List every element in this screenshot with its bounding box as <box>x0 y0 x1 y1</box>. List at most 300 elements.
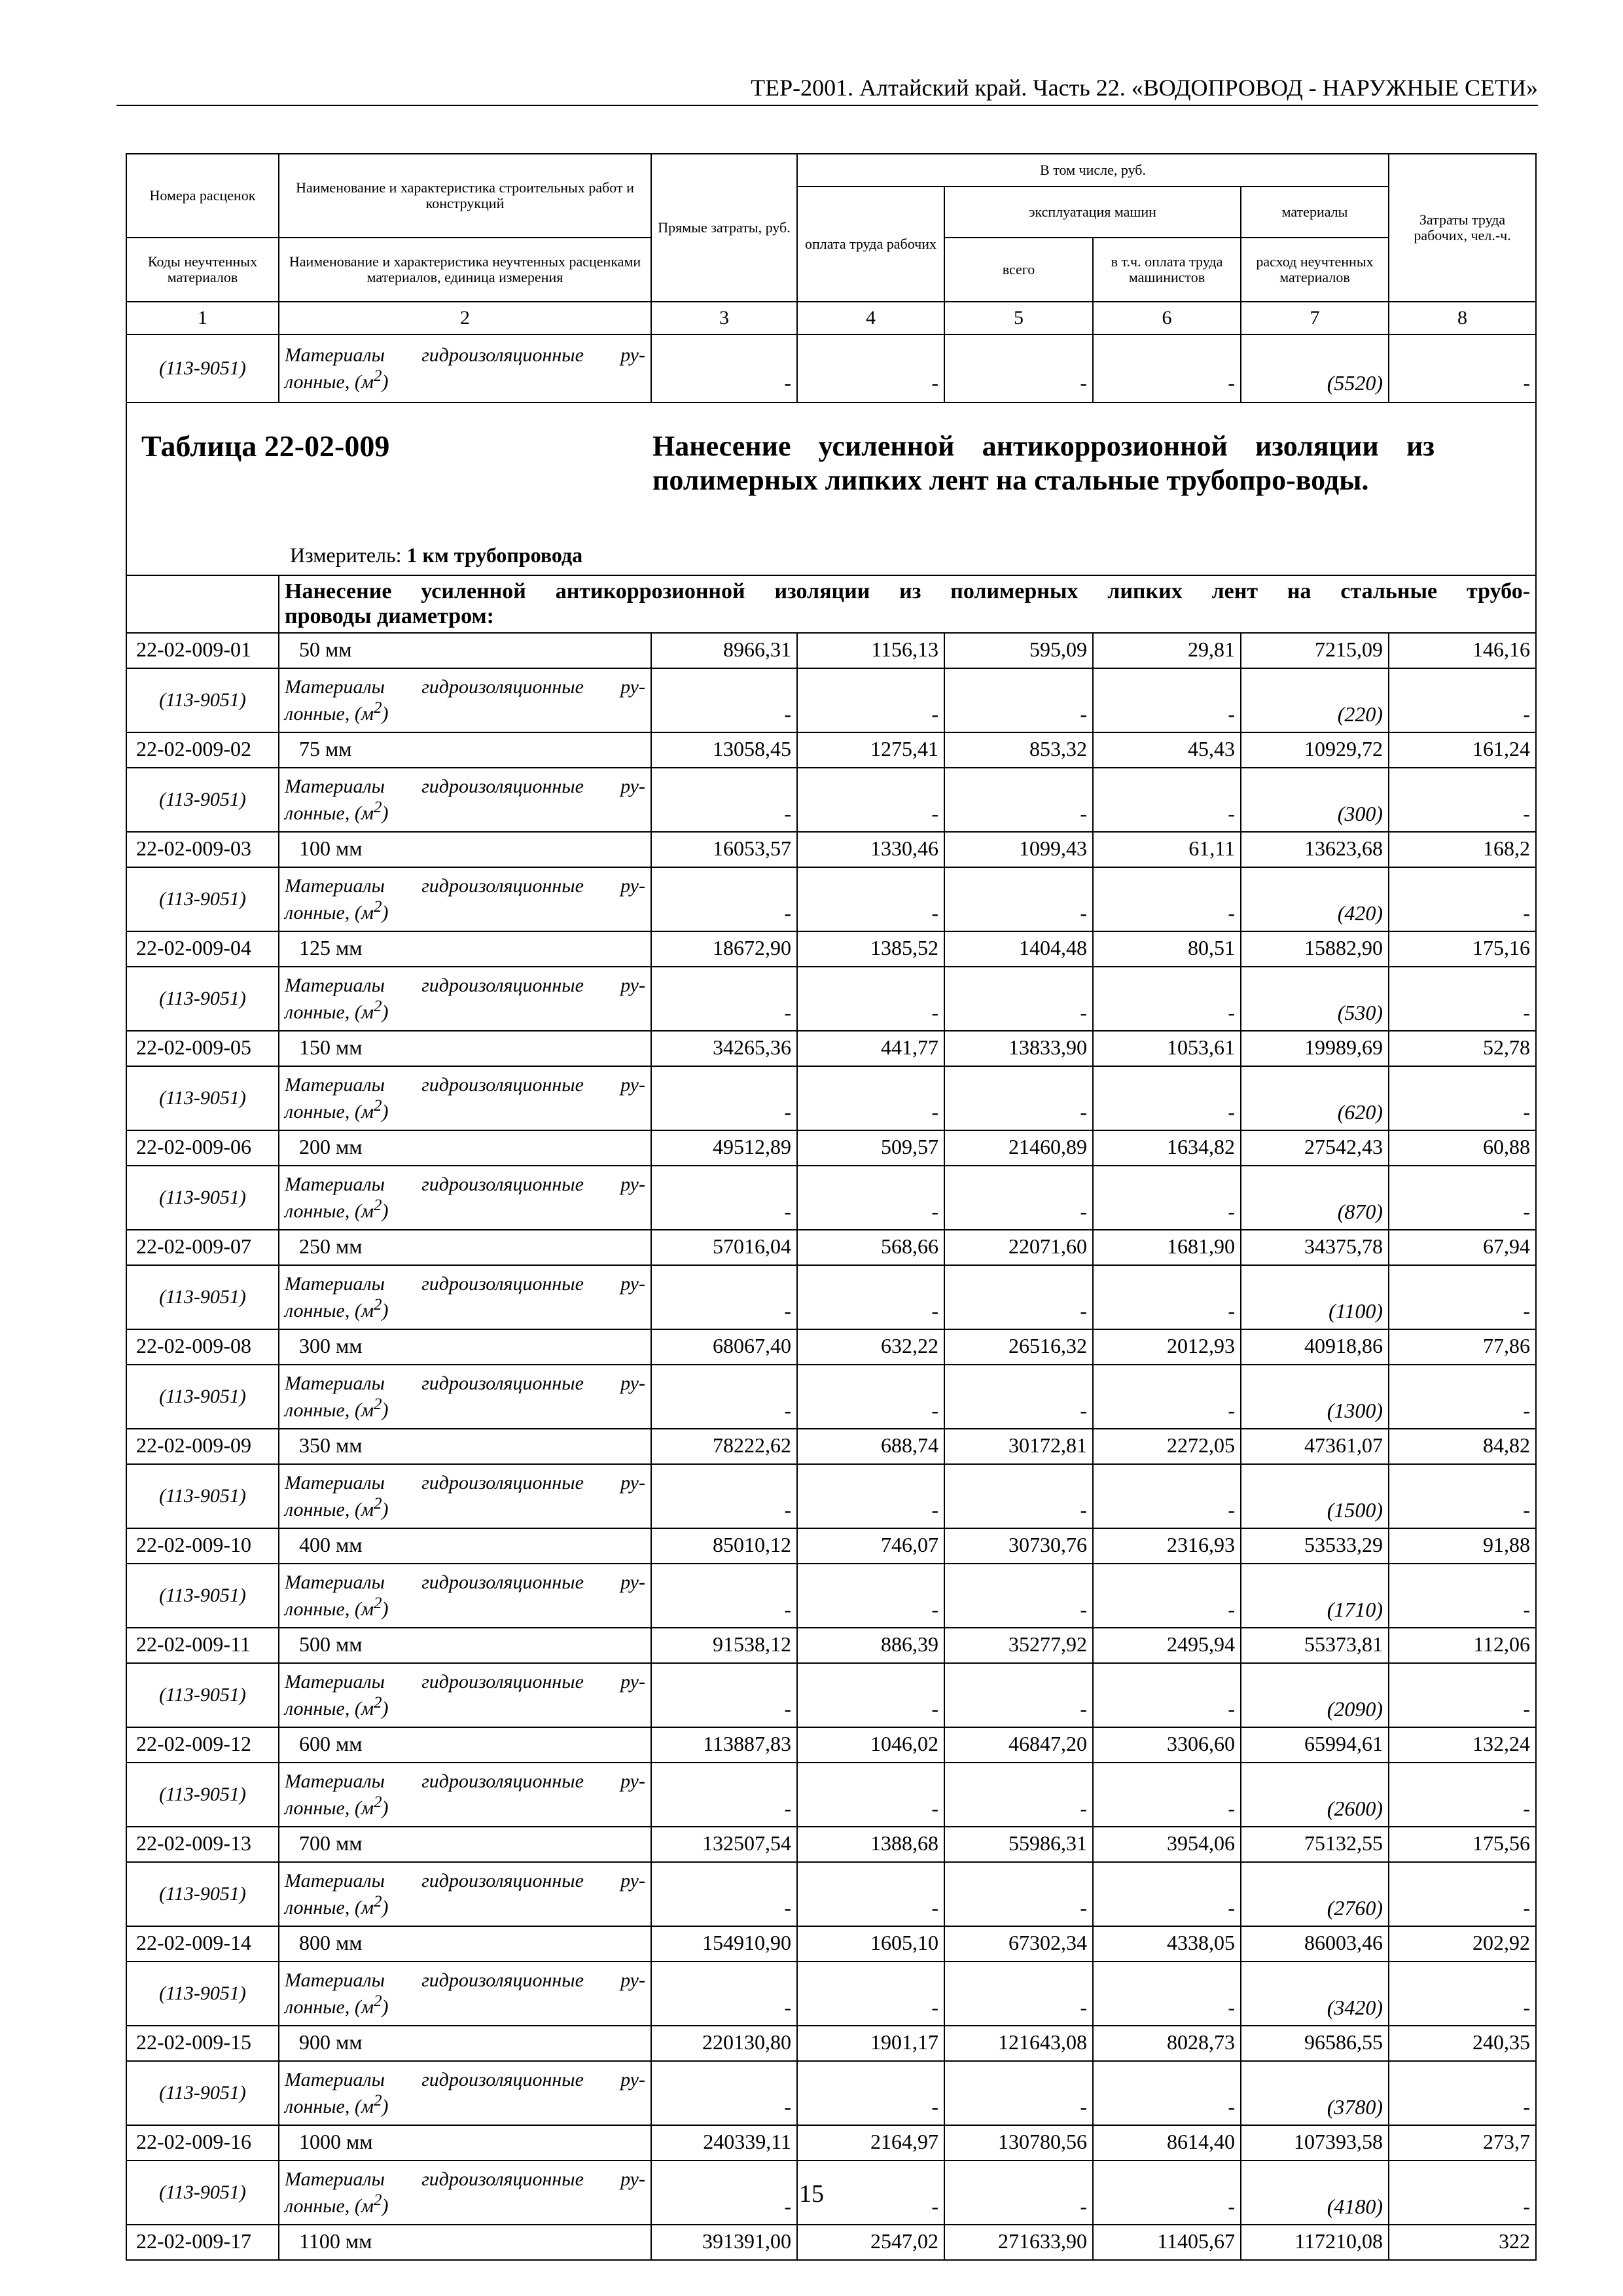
value-cell: 853,32 <box>944 732 1093 768</box>
diameter-label: 600 мм <box>279 1727 651 1763</box>
diameter-label: 75 мм <box>279 732 651 768</box>
value-cell: - <box>1093 1066 1241 1130</box>
material-quantity: (2760) <box>1241 1862 1389 1926</box>
value-cell: 1681,90 <box>1093 1230 1241 1265</box>
material-unit-close: ) <box>382 2195 389 2217</box>
value-cell: 2547,02 <box>797 2225 944 2260</box>
header-material-codes: Коды неучтенных материалов <box>126 238 279 302</box>
value-cell: 47361,07 <box>1241 1429 1389 1464</box>
value-cell: - <box>651 1564 797 1628</box>
price-row <box>126 1031 1536 1066</box>
material-quantity: (5520) <box>1241 334 1389 403</box>
value-cell: - <box>1389 2061 1536 2125</box>
material-unit-close: ) <box>382 1200 389 1222</box>
value-cell: 10929,72 <box>1241 732 1389 768</box>
rate-code: 22-02-009-13 <box>126 1827 279 1862</box>
value-cell: - <box>651 2061 797 2125</box>
value-cell: 49512,89 <box>651 1130 797 1166</box>
material-unit-superscript: 2 <box>373 2091 382 2109</box>
material-row <box>126 668 1536 732</box>
material-description <box>279 1663 651 1727</box>
rates-table <box>126 153 1537 2261</box>
material-quantity: (2600) <box>1241 1763 1389 1827</box>
material-code: (113-9051) <box>126 2161 279 2225</box>
value-cell: 1388,68 <box>797 1827 944 1862</box>
diameter-label: 400 мм <box>279 1528 651 1564</box>
value-cell: 77,86 <box>1389 1329 1536 1365</box>
value-cell: 8614,40 <box>1093 2125 1241 2161</box>
value-cell: 746,07 <box>797 1528 944 1564</box>
header-material-names: Наименование и характеристика неучтенных расценками материалов, единица измерения <box>279 238 651 302</box>
rate-code: 22-02-009-08 <box>126 1329 279 1365</box>
value-cell: - <box>1389 334 1536 403</box>
value-cell: 18672,90 <box>651 931 797 967</box>
value-cell: 21460,89 <box>944 1130 1093 1166</box>
value-cell: - <box>1389 1166 1536 1230</box>
price-row <box>126 1429 1536 1464</box>
value-cell: - <box>651 1066 797 1130</box>
value-cell: 568,66 <box>797 1230 944 1265</box>
material-unit-close: ) <box>382 1498 389 1520</box>
material-unit-superscript: 2 <box>373 1992 382 2010</box>
value-cell: - <box>944 1365 1093 1429</box>
value-cell: 53533,29 <box>1241 1528 1389 1564</box>
price-row <box>126 2026 1536 2061</box>
value-cell: 65994,61 <box>1241 1727 1389 1763</box>
value-cell: - <box>797 1365 944 1429</box>
material-description-line <box>285 1892 645 1918</box>
material-quantity: (870) <box>1241 1166 1389 1230</box>
price-row <box>126 2125 1536 2161</box>
value-cell: 688,74 <box>797 1429 944 1464</box>
material-unit-close: ) <box>382 1100 389 1122</box>
value-cell: 30730,76 <box>944 1528 1093 1564</box>
material-quantity: (3420) <box>1241 1962 1389 2026</box>
value-cell: 1275,41 <box>797 732 944 768</box>
material-unit-superscript: 2 <box>373 897 382 916</box>
material-quantity: (620) <box>1241 1066 1389 1130</box>
value-cell: 46847,20 <box>944 1727 1093 1763</box>
material-quantity: (1710) <box>1241 1564 1389 1628</box>
value-cell: - <box>944 1066 1093 1130</box>
value-cell: - <box>944 1862 1093 1926</box>
material-unit-text: лонные, (м <box>285 1498 374 1520</box>
value-cell: 117210,08 <box>1241 2225 1389 2260</box>
value-cell: - <box>1093 668 1241 732</box>
material-row <box>126 1663 1536 1727</box>
price-row <box>126 832 1536 867</box>
running-header: ТЕР-2001. Алтайский край. Часть 22. «ВОДОПРОВОД - НАРУЖНЫЕ СЕТИ» <box>751 75 1538 101</box>
value-cell: 91538,12 <box>651 1628 797 1663</box>
value-cell: - <box>797 1265 944 1329</box>
value-cell: 16053,57 <box>651 832 797 867</box>
material-unit-close: ) <box>382 802 389 824</box>
value-cell: - <box>944 668 1093 732</box>
value-cell: 13623,68 <box>1241 832 1389 867</box>
material-unit-close: ) <box>382 1001 389 1023</box>
material-description-line <box>285 1593 645 1620</box>
material-row <box>126 967 1536 1031</box>
value-cell: 240339,11 <box>651 2125 797 2161</box>
material-row <box>126 867 1536 931</box>
rate-code: 22-02-009-12 <box>126 1727 279 1763</box>
value-cell: 175,16 <box>1389 931 1536 967</box>
material-quantity: (4180) <box>1241 2161 1389 2225</box>
rate-code: 22-02-009-03 <box>126 832 279 867</box>
price-row <box>126 633 1536 668</box>
value-cell: - <box>944 768 1093 832</box>
material-unit-superscript: 2 <box>373 2191 382 2209</box>
value-cell: - <box>1093 967 1241 1031</box>
value-cell: 57016,04 <box>651 1230 797 1265</box>
material-description <box>279 1066 651 1130</box>
value-cell: 4338,05 <box>1093 1926 1241 1962</box>
material-description <box>279 1763 651 1827</box>
material-unit-text: лонные, (м <box>285 1399 374 1421</box>
price-row <box>126 1827 1536 1862</box>
material-description-line: Материалы гидроизоляционные ру- <box>285 874 645 897</box>
rate-code: 22-02-009-05 <box>126 1031 279 1066</box>
material-unit-text: лонные, (м <box>285 1001 374 1023</box>
material-description-line <box>285 1096 645 1122</box>
material-quantity: (2090) <box>1241 1663 1389 1727</box>
material-row <box>126 1862 1536 1926</box>
material-code: (113-9051) <box>126 668 279 732</box>
value-cell: - <box>1389 2161 1536 2225</box>
value-cell: 632,22 <box>797 1329 944 1365</box>
value-cell: - <box>797 1066 944 1130</box>
material-row <box>126 1166 1536 1230</box>
value-cell: 35277,92 <box>944 1628 1093 1663</box>
material-description-line: Материалы гидроизоляционные ру- <box>285 2168 645 2190</box>
material-code: (113-9051) <box>126 1166 279 1230</box>
material-description <box>279 1464 651 1528</box>
value-cell: 1330,46 <box>797 832 944 867</box>
value-cell: - <box>651 867 797 931</box>
value-cell: 55373,81 <box>1241 1628 1389 1663</box>
material-description-line <box>285 1693 645 1719</box>
material-unit-text: лонные, (м <box>285 901 374 924</box>
material-unit-superscript: 2 <box>373 1196 382 1214</box>
price-row <box>126 732 1536 768</box>
column-number: 8 <box>1389 302 1536 334</box>
material-description-line <box>285 996 645 1023</box>
material-unit-text: лонные, (м <box>285 1200 374 1222</box>
material-description-line: Материалы гидроизоляционные ру- <box>285 1173 645 1195</box>
value-cell: - <box>1389 1862 1536 1926</box>
material-description-line: Материалы гидроизоляционные ру- <box>285 974 645 996</box>
material-row <box>126 2061 1536 2125</box>
value-cell: 22071,60 <box>944 1230 1093 1265</box>
value-cell: - <box>651 668 797 732</box>
header-materials: материалы <box>1241 187 1389 238</box>
diameter-label: 200 мм <box>279 1130 651 1166</box>
material-unit-text: лонные, (м <box>285 702 374 725</box>
column-number: 1 <box>126 302 279 334</box>
value-cell: 107393,58 <box>1241 2125 1389 2161</box>
value-cell: - <box>1389 1763 1536 1827</box>
diameter-label: 500 мм <box>279 1628 651 1663</box>
material-quantity: (3780) <box>1241 2061 1389 2125</box>
value-cell: 202,92 <box>1389 1926 1536 1962</box>
value-cell: 78222,62 <box>651 1429 797 1464</box>
material-description <box>279 1166 651 1230</box>
value-cell: 26516,32 <box>944 1329 1093 1365</box>
section-heading-line: Нанесение усиленной антикоррозионной изоляции из полимерных липких лент на стальные трубо- <box>285 579 1531 603</box>
value-cell: - <box>651 1265 797 1329</box>
material-unit-text: лонные, (м <box>285 2195 374 2217</box>
rate-code: 22-02-009-14 <box>126 1926 279 1962</box>
material-unit-close: ) <box>382 1896 389 1918</box>
value-cell: 2164,97 <box>797 2125 944 2161</box>
material-row <box>126 334 1536 403</box>
header-rule <box>116 105 1538 106</box>
value-cell: - <box>797 1166 944 1230</box>
value-cell: 595,09 <box>944 633 1093 668</box>
measure-label: Измеритель: <box>290 543 407 567</box>
material-unit-text: лонные, (м <box>285 1896 374 1918</box>
material-description-line: Материалы гидроизоляционные ру- <box>285 1073 645 1096</box>
value-cell: 220130,80 <box>651 2026 797 2061</box>
table-measure <box>290 542 582 568</box>
value-cell: 55986,31 <box>944 1827 1093 1862</box>
column-number: 3 <box>651 302 797 334</box>
diameter-label: 125 мм <box>279 931 651 967</box>
value-cell: 132,24 <box>1389 1727 1536 1763</box>
material-unit-superscript: 2 <box>373 1295 382 1314</box>
value-cell: - <box>1389 1663 1536 1727</box>
value-cell: - <box>797 2061 944 2125</box>
material-description-line <box>285 797 645 824</box>
value-cell: 1053,61 <box>1093 1031 1241 1066</box>
material-unit-close: ) <box>382 2095 389 2117</box>
value-cell: - <box>797 2161 944 2225</box>
value-cell: - <box>797 867 944 931</box>
material-unit-text: лонные, (м <box>285 802 374 824</box>
material-code: (113-9051) <box>126 1962 279 2026</box>
value-cell: - <box>944 1464 1093 1528</box>
material-description-line <box>285 1991 645 2018</box>
price-row <box>126 1727 1536 1763</box>
value-cell: - <box>944 867 1093 931</box>
material-unit-text: лонные, (м <box>285 1996 374 2018</box>
price-row <box>126 1329 1536 1365</box>
price-row <box>126 1130 1536 1166</box>
material-unit-close: ) <box>382 1399 389 1421</box>
material-description <box>279 768 651 832</box>
value-cell: - <box>944 1166 1093 1230</box>
value-cell: - <box>944 1763 1093 1827</box>
diameter-label: 150 мм <box>279 1031 651 1066</box>
value-cell: 75132,55 <box>1241 1827 1389 1862</box>
material-unit-close: ) <box>382 901 389 924</box>
value-cell: - <box>651 1464 797 1528</box>
value-cell: 13058,45 <box>651 732 797 768</box>
material-description <box>279 967 651 1031</box>
rate-code: 22-02-009-15 <box>126 2026 279 2061</box>
value-cell: 1046,02 <box>797 1727 944 1763</box>
value-cell: 80,51 <box>1093 931 1241 967</box>
material-unit-superscript: 2 <box>373 367 382 385</box>
header-unaccounted-materials: расход неучтенных материалов <box>1241 238 1389 302</box>
value-cell: - <box>1389 1066 1536 1130</box>
material-description-line <box>285 1295 645 1321</box>
value-cell: - <box>1389 768 1536 832</box>
value-cell: - <box>944 2061 1093 2125</box>
material-row <box>126 1365 1536 1429</box>
material-unit-superscript: 2 <box>373 1892 382 1910</box>
value-cell: - <box>1093 1464 1241 1528</box>
material-description-line: Материалы гидроизоляционные ру- <box>285 775 645 797</box>
value-cell: 34375,78 <box>1241 1230 1389 1265</box>
value-cell: 271633,90 <box>944 2225 1093 2260</box>
column-number: 5 <box>944 302 1093 334</box>
column-number: 4 <box>797 302 944 334</box>
section-heading <box>279 575 1536 633</box>
material-unit-superscript: 2 <box>373 1395 382 1413</box>
value-cell: 132507,54 <box>651 1827 797 1862</box>
material-unit-superscript: 2 <box>373 1494 382 1513</box>
value-cell: 61,11 <box>1093 832 1241 867</box>
value-cell: 11405,67 <box>1093 2225 1241 2260</box>
material-quantity: (300) <box>1241 768 1389 832</box>
material-description <box>279 1962 651 2026</box>
diameter-label: 350 мм <box>279 1429 651 1464</box>
material-code: (113-9051) <box>126 867 279 931</box>
material-code: (113-9051) <box>126 1365 279 1429</box>
value-cell: 30172,81 <box>944 1429 1093 1464</box>
value-cell: - <box>651 1763 797 1827</box>
value-cell: 67,94 <box>1389 1230 1536 1265</box>
value-cell: 154910,90 <box>651 1926 797 1962</box>
material-unit-superscript: 2 <box>373 1594 382 1612</box>
material-description <box>279 668 651 732</box>
value-cell: - <box>797 1464 944 1528</box>
material-unit-superscript: 2 <box>373 798 382 816</box>
value-cell: 1901,17 <box>797 2026 944 2061</box>
price-row <box>126 931 1536 967</box>
section-heading-line: проводы диаметром: <box>285 604 494 628</box>
material-unit-text: лонные, (м <box>285 1797 374 1819</box>
material-quantity: (530) <box>1241 967 1389 1031</box>
value-cell: - <box>651 1365 797 1429</box>
value-cell: 45,43 <box>1093 732 1241 768</box>
value-cell: - <box>797 1663 944 1727</box>
value-cell: 2012,93 <box>1093 1329 1241 1365</box>
value-cell: - <box>944 1663 1093 1727</box>
material-code: (113-9051) <box>126 1464 279 1528</box>
value-cell: 85010,12 <box>651 1528 797 1564</box>
material-description-line <box>285 897 645 924</box>
value-cell: 1385,52 <box>797 931 944 967</box>
price-row <box>126 1926 1536 1962</box>
value-cell: - <box>1093 768 1241 832</box>
value-cell: - <box>1093 1166 1241 1230</box>
value-cell: - <box>797 1564 944 1628</box>
value-cell: 1634,82 <box>1093 1130 1241 1166</box>
value-cell: 91,88 <box>1389 1528 1536 1564</box>
value-cell: - <box>651 1663 797 1727</box>
value-cell: 8966,31 <box>651 633 797 668</box>
header-machines: эксплуатация машин <box>944 187 1241 238</box>
rate-code: 22-02-009-10 <box>126 1528 279 1564</box>
value-cell: 130780,56 <box>944 2125 1093 2161</box>
material-code: (113-9051) <box>126 1763 279 1827</box>
value-cell: - <box>944 334 1093 403</box>
value-cell: 2495,94 <box>1093 1628 1241 1663</box>
diameter-label: 1100 мм <box>279 2225 651 2260</box>
rate-code: 22-02-009-11 <box>126 1628 279 1663</box>
material-code: (113-9051) <box>126 967 279 1031</box>
material-unit-text: лонные, (м <box>285 2095 374 2117</box>
value-cell: - <box>797 668 944 732</box>
header-rate-numbers: Номера расценок <box>126 154 279 238</box>
diameter-label: 900 мм <box>279 2026 651 2061</box>
material-unit-text: лонные, (м <box>285 1697 374 1719</box>
material-description-line: Материалы гидроизоляционные ру- <box>285 1272 645 1295</box>
rate-code: 22-02-009-02 <box>126 732 279 768</box>
rate-code: 22-02-009-09 <box>126 1429 279 1464</box>
diameter-label: 800 мм <box>279 1926 651 1962</box>
value-cell: 15882,90 <box>1241 931 1389 967</box>
value-cell: - <box>1389 867 1536 931</box>
value-cell: - <box>1093 1763 1241 1827</box>
material-unit-close: ) <box>382 1797 389 1819</box>
material-description-line: Материалы гидроизоляционные ру- <box>285 1869 645 1892</box>
material-unit-close: ) <box>382 1299 389 1321</box>
value-cell: 34265,36 <box>651 1031 797 1066</box>
value-cell: 7215,09 <box>1241 633 1389 668</box>
value-cell: - <box>1093 1265 1241 1329</box>
value-cell: - <box>651 1166 797 1230</box>
value-cell: - <box>797 334 944 403</box>
material-row <box>126 1962 1536 2026</box>
column-number: 7 <box>1241 302 1389 334</box>
header-labor-costs: Затраты труда рабочих, чел.-ч. <box>1389 154 1536 302</box>
material-quantity: (1100) <box>1241 1265 1389 1329</box>
material-unit-text: лонные, (м <box>285 1598 374 1620</box>
material-description <box>279 2061 651 2125</box>
header-direct-costs: Прямые затраты, руб. <box>651 154 797 302</box>
material-description <box>279 334 651 403</box>
value-cell: - <box>1093 1862 1241 1926</box>
material-row <box>126 1265 1536 1329</box>
diameter-label: 1000 мм <box>279 2125 651 2161</box>
value-cell: 27542,43 <box>1241 1130 1389 1166</box>
header-machines-total: всего <box>944 238 1093 302</box>
value-cell: - <box>1389 1962 1536 2026</box>
value-cell: 322 <box>1389 2225 1536 2260</box>
value-cell: - <box>944 2161 1093 2225</box>
value-cell: - <box>944 1962 1093 2026</box>
value-cell: - <box>1093 2061 1241 2125</box>
value-cell: 1404,48 <box>944 931 1093 967</box>
material-unit-close: ) <box>382 1697 389 1719</box>
material-description-line: Материалы гидроизоляционные ру- <box>285 2068 645 2090</box>
value-cell: - <box>1093 2161 1241 2225</box>
value-cell: - <box>1093 1962 1241 2026</box>
value-cell: 19989,69 <box>1241 1031 1389 1066</box>
material-unit-close: ) <box>382 370 389 393</box>
value-cell: - <box>1389 1464 1536 1528</box>
material-description <box>279 1564 651 1628</box>
material-unit-text: лонные, (м <box>285 1299 374 1321</box>
value-cell: 52,78 <box>1389 1031 1536 1066</box>
value-cell: - <box>1389 1365 1536 1429</box>
material-description-line: Материалы гидроизоляционные ру- <box>285 1471 645 1494</box>
value-cell: 175,56 <box>1389 1827 1536 1862</box>
price-row <box>126 1528 1536 1564</box>
